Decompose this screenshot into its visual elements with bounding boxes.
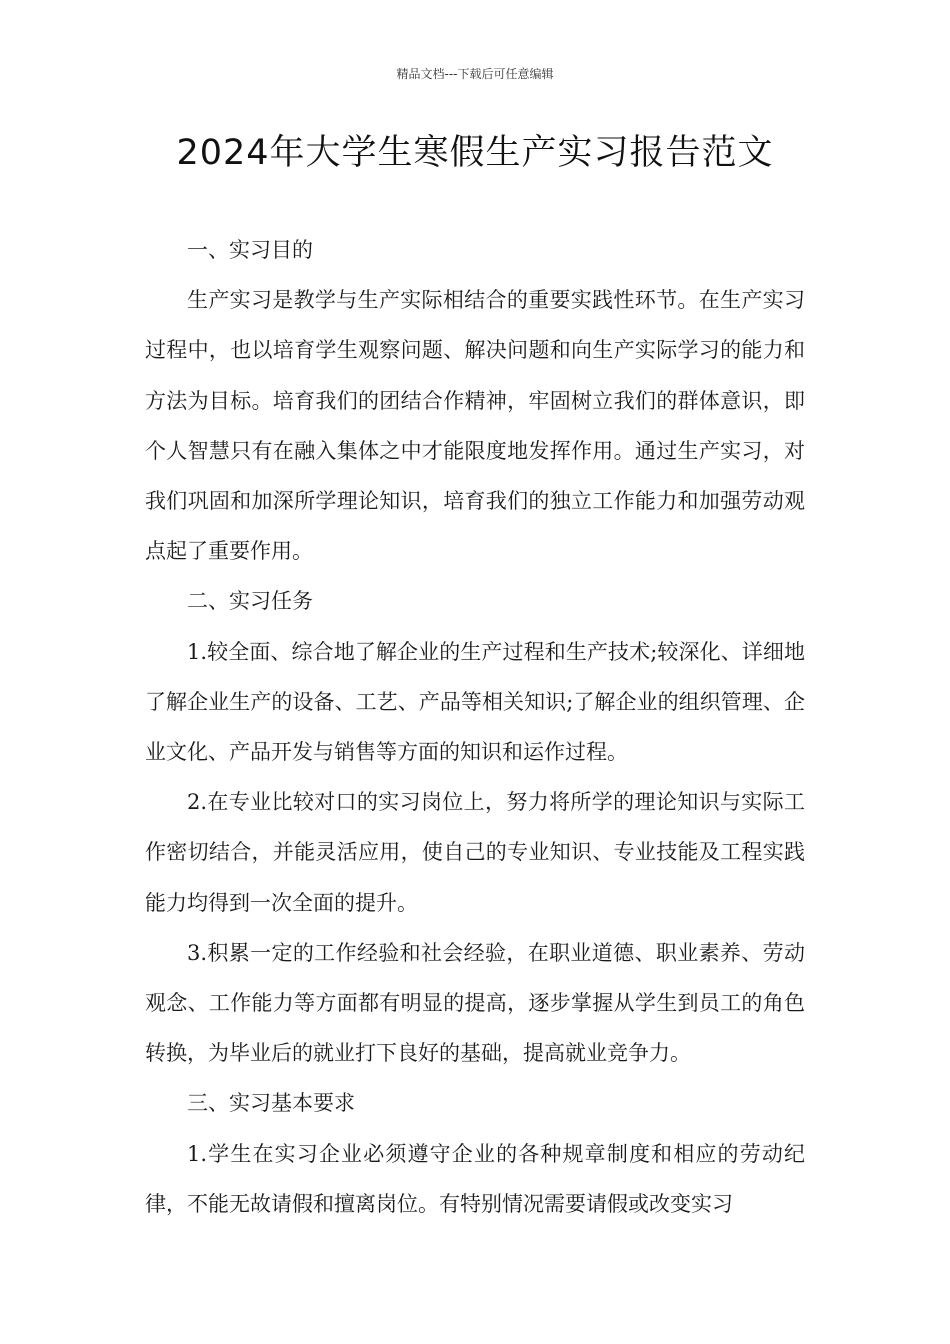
paragraph-purpose: 生产实习是教学与生产实际相结合的重要实践性环节。在生产实习过程中，也以培育学生观察问题、解决问题和向生产实际学习的能力和方法为目标。培育我们的团结合作精神，牢固树立我们的群体意识，即个人智慧只有在融入集体之中才能限度地发挥作用。通过生产实习，对我们巩固和加深所学理论知识，培育我们的独立工作能力和加强劳动观点起了重要作用。 <box>145 288 805 564</box>
paragraph-requirement-1: 1.学生在实习企业必须遵守企业的各种规章制度和相应的劳动纪律，不能无故请假和擅离岗位。有特别情况需要请假或改变实习 <box>145 1141 805 1216</box>
paragraph-task-1: 1.较全面、综合地了解企业的生产过程和生产技术;较深化、详细地了解企业生产的设备、工艺、产品等相关知识;了解企业的组织管理、企业文化、产品开发与销售等方面的知识和运作过程。 <box>145 639 805 765</box>
document-title: 2024年大学生寒假生产实习报告范文 <box>176 133 774 173</box>
paragraph-task-3: 3.积累一定的工作经验和社会经验，在职业道德、职业素养、劳动观念、工作能力等方面都有明显的提高，逐步掌握从学生到员工的角色转换，为毕业后的就业打下良好的基础，提高就业竞争力。 <box>145 940 805 1066</box>
header-note: 精品文档---下载后可任意编辑 <box>396 67 554 81</box>
section-heading-requirements: 三、实习基本要求 <box>187 1091 355 1116</box>
document-body <box>145 225 805 1229</box>
section-heading-tasks: 二、实习任务 <box>187 589 313 614</box>
section-heading-purpose: 一、实习目的 <box>187 238 313 262</box>
paragraph-task-2: 2.在专业比较对口的实习岗位上，努力将所学的理论知识与实际工作密切结合，并能灵活应用，使自己的专业知识、专业技能及工程实践能力均得到一次全面的提升。 <box>145 790 805 915</box>
